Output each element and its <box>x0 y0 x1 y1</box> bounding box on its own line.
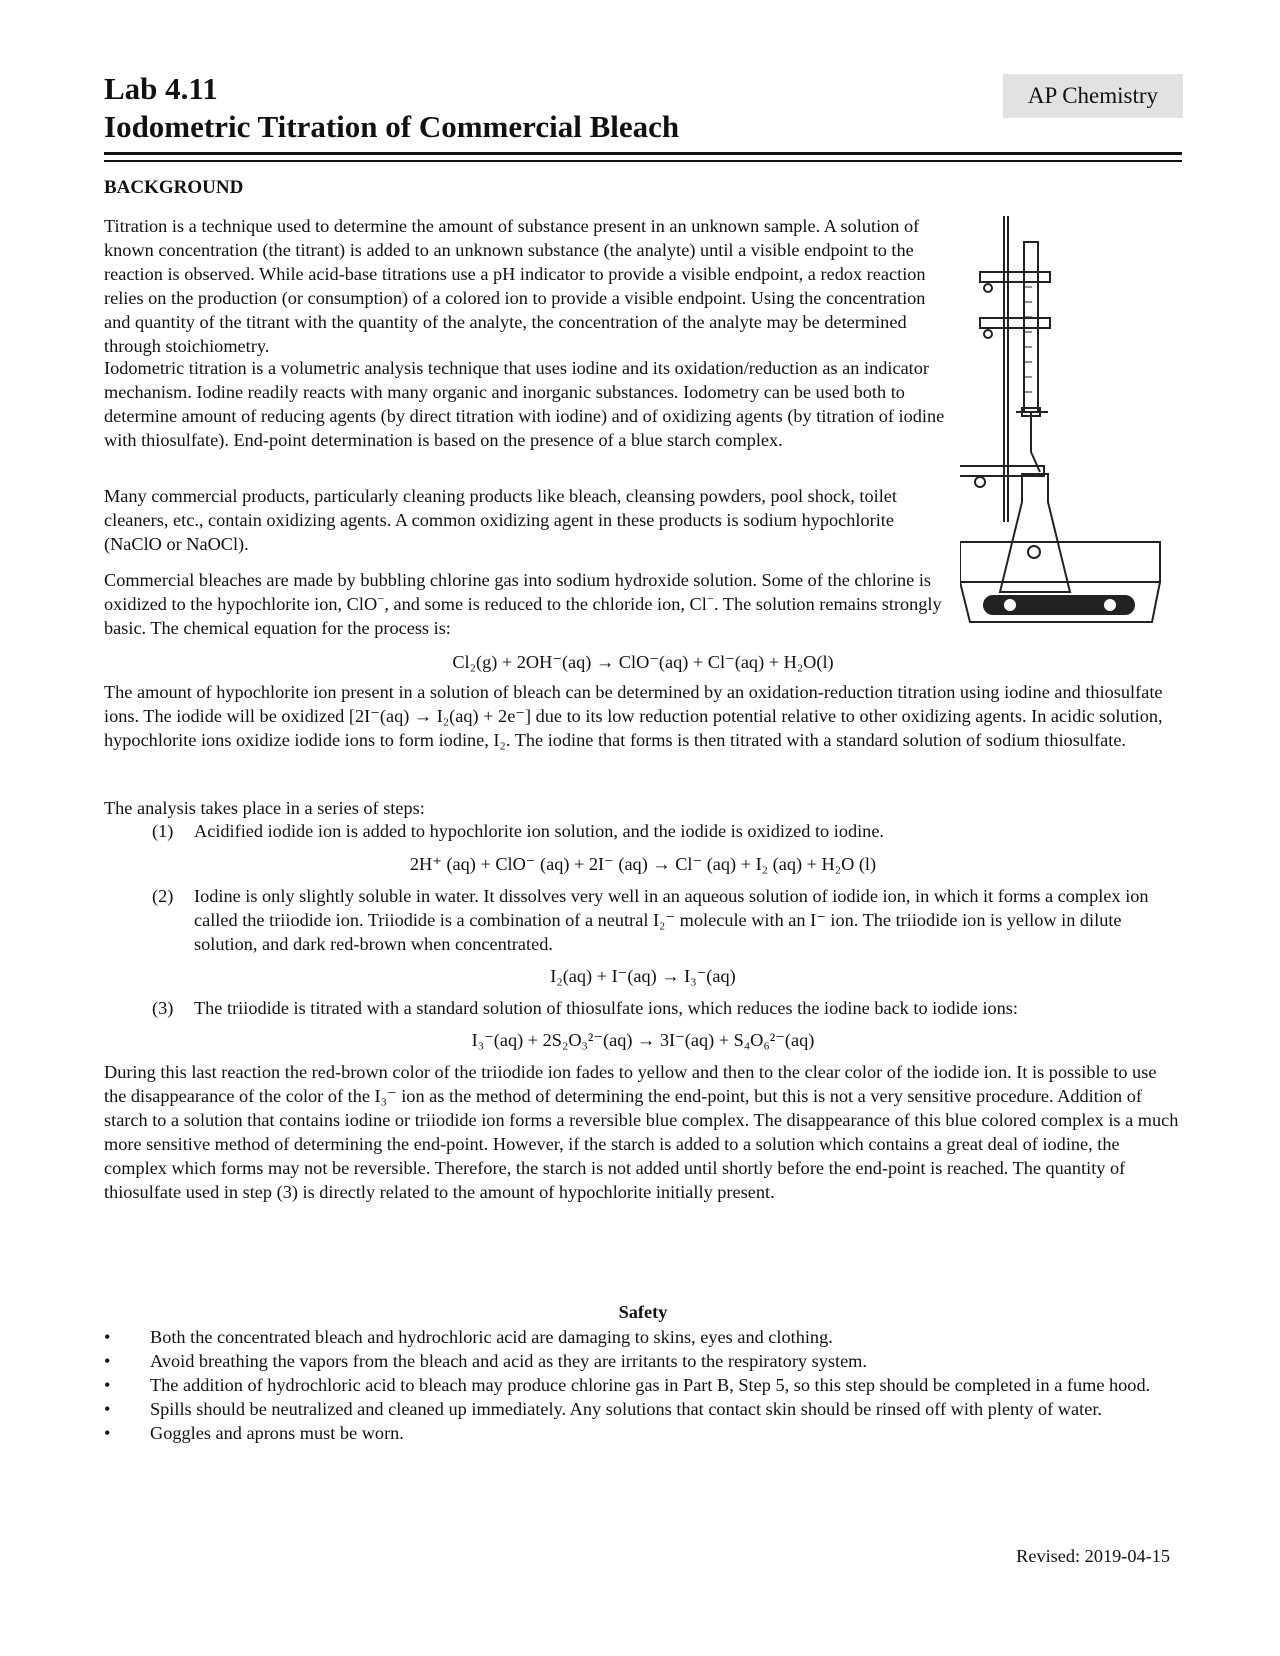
safety-item <box>104 1325 1182 1349</box>
safety-item <box>104 1421 1182 1445</box>
speed-knob <box>1003 598 1017 612</box>
safety-item-text: Spills should be neutralized and cleaned up immediately. Any solutions that contact skin should be rinsed off with plenty of water. <box>150 1399 1102 1419</box>
background-paragraph-1: Titration is a technique used to determine the amount of substance present in an unknown sample. A solution of known concentration (the titrant) is added to an unknown substance (the analyte) until a visible endpoint to the reaction is observed. While acid-base titrations use a pH indicator to provide a visible endpoint, a redox reaction relies on the production (or consumption) of a colored ion to provide a visible endpoint. Using the concentration and quantity of the titrant with the quantity of the analyte, the concentration of the analyte may be determined through stoichiometry. <box>104 216 926 356</box>
safety-item <box>104 1397 1182 1421</box>
safety-item-text: Goggles and aprons must be worn. <box>150 1423 404 1443</box>
header-rule-thick <box>104 152 1182 155</box>
step-number: (3) <box>152 998 174 1018</box>
step-number: (1) <box>152 821 174 841</box>
endpoint-paragraph: During this last reaction the red-brown color of the triiodide ion fades to yellow and then to the clear color of the iodide ion. It is possible to use the disappearance of the color of the I₃⁻ ion as the method of determining the end-point, but this is not a very sensitive procedure. Addition of starch to a solution that contains iodine or triiodide ion forms a reversible blue complex. The disappearance of this blue colored complex is a much more sensitive method of determining the end-point. However, if the starch is added to a solution which contains a great deal of iodine, the complex which forms may not be reversible. Therefore, the starch is not added until shortly before the end-point is reached. The quantity of thiosulfate used in step (3) is directly related to the amount of hypochlorite initially present. <box>104 1062 1179 1202</box>
equation-step-3: I₃⁻(aq) + 2S₂O₃²⁻(aq) → 3I⁻(aq) + S₄O₆²⁻(aq) <box>471 1030 815 1050</box>
course-badge: AP Chemistry <box>1003 74 1183 118</box>
bullet-icon: • <box>104 1327 111 1347</box>
safety-item-text: Both the concentrated bleach and hydrochloric acid are damaging to skins, eyes and clothing. <box>150 1327 833 1347</box>
bullet-icon: • <box>104 1351 111 1371</box>
bullet-icon: • <box>104 1399 111 1419</box>
step-3 <box>152 996 1182 1020</box>
background-paragraph-4 <box>104 568 954 640</box>
titration-apparatus-illustration <box>960 212 1190 662</box>
step-1 <box>152 819 1182 843</box>
step-number: (2) <box>152 886 174 906</box>
step-text: Acidified iodide ion is added to hypochlorite ion solution, and the iodide is oxidized to iodine. <box>194 821 885 841</box>
step-text: Iodine is only slightly soluble in water. It dissolves very well in an aqueous solution of iodide ion, in which it forms a complex ion called the triiodide ion. Triiodide is a combination of a neutral I₂⁻ molecule with an I⁻ ion. The triiodide ion is yellow in dilute solution, and dark red-brown when concentrated. <box>194 886 1149 954</box>
equation-step-2: I₂(aq) + I⁻(aq) → I₃⁻(aq) <box>550 966 736 986</box>
safety-heading: Safety <box>618 1302 668 1322</box>
equation-step-1: 2H⁺ (aq) + ClO⁻ (aq) + 2I⁻ (aq) → Cl⁻ (aq) + I₂ (aq) + H₂O (l) <box>409 854 877 874</box>
safety-item <box>104 1373 1182 1397</box>
background-paragraph-6: The analysis takes place in a series of steps: <box>104 798 425 818</box>
background-paragraph-3: Many commercial products, particularly cleaning products like bleach, cleansing powders, pool shock, toilet cleaners, etc., contain oxidizing agents. A common oxidizing agent in these products is sodium hypochlorite (NaClO or NaOCl). <box>104 486 897 554</box>
page-title: Iodometric Titration of Commercial Bleach <box>104 109 680 144</box>
background-paragraph-2: Iodometric titration is a volumetric analysis technique that uses iodine and its oxidation/reduction as an indicator mechanism. Iodine readily reacts with many organic and inorganic substances. Iodometry can be used both to determine amount of reducing agents (by direct titration with iodine) and of oxidizing agents (by titration of iodine with thiosulfate). End-point determination is based on the presence of a blue starch complex. <box>104 358 945 450</box>
safety-list <box>104 1325 1182 1445</box>
safety-item-text: Avoid breathing the vapors from the bleach and acid as they are irritants to the respiratory system. <box>150 1351 867 1371</box>
paragraph-4-part-b: , and some is reduced to the chloride ion, Cl <box>384 594 707 614</box>
burette-clamp-upper <box>980 272 1050 282</box>
safety-item-text: The addition of hydrochloric acid to bleach may produce chlorine gas in Part B, Step 5, so this step should be completed in a fume hood. <box>150 1375 1151 1395</box>
minus-sup: − <box>706 591 714 606</box>
safety-item <box>104 1349 1182 1373</box>
bullet-icon: • <box>104 1423 111 1443</box>
header-rule-thin <box>104 160 1182 162</box>
step-2 <box>152 884 1182 956</box>
revised-date: Revised: 2019-04-15 <box>1016 1546 1170 1566</box>
step-text: The triiodide is titrated with a standard solution of thiosulfate ions, which reduces the iodine back to iodide ions: <box>194 998 1019 1018</box>
equation-bleach-production: Cl₂(g) + 2OH⁻(aq) → ClO⁻(aq) + Cl⁻(aq) + H₂O(l) <box>452 652 834 672</box>
erlenmeyer-flask <box>1000 474 1070 592</box>
bullet-icon: • <box>104 1375 111 1395</box>
paragraph-4-part-c: . The solution remains strongly basic. The chemical equation for the process is: <box>104 594 942 638</box>
heat-knob <box>1103 598 1117 612</box>
background-paragraph-5: The amount of hypochlorite ion present in a solution of bleach can be determined by an oxidation-reduction titration using iodine and thiosulfate ions. The iodide will be oxidized [2I⁻(aq) → I₂(aq) + 2e⁻] due to its low reduction potential relative to other oxidizing agents. In acidic solution, hypochlorite ions oxidize iodide ions to form iodine, I₂. The iodine that forms is then titrated with a standard solution of sodium thiosulfate. <box>104 682 1163 750</box>
minus-sup: − <box>377 591 385 606</box>
lab-number: Lab 4.11 <box>104 71 218 106</box>
burette-clamp-lower <box>980 318 1050 328</box>
paragraph-4-part-a: Commercial bleaches are made by bubbling chlorine gas into sodium hydroxide solution. Some of the chlorine is oxidized to the hypochlorite ion, ClO <box>104 570 932 614</box>
background-heading: BACKGROUND <box>104 177 244 198</box>
